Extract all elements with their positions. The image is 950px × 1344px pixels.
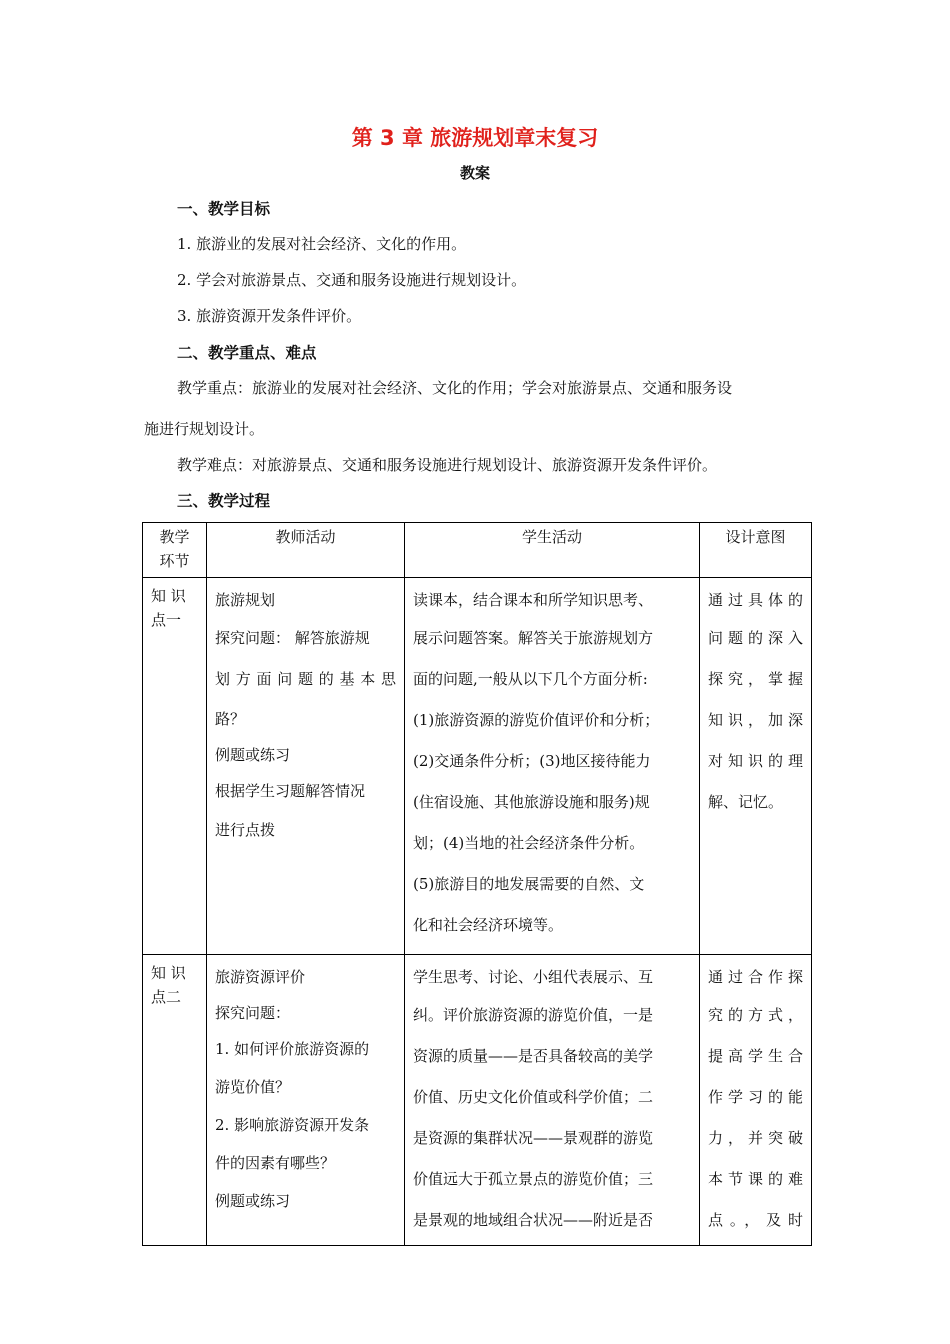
key-point-line: 教学重点：旅游业的发展对社会经济、文化的作用；学会对旅游景点、交通和服务设 — [177, 379, 733, 397]
table-row — [143, 578, 812, 955]
teaching-process-table — [142, 522, 812, 1246]
header-student: 学生活动 — [405, 523, 700, 578]
intent-cell: 通过合作探 究的方式， 提高学生合 作学习的能 力，并突破 本节课的难 点。，及时 — [700, 955, 812, 1246]
goal-item: 1. 旅游业的发展对社会经济、文化的作用。 — [177, 235, 467, 253]
teacher-cell: 旅游规划 探究问题： 解答旅游规 划方面问题的基本思 路？ 例题或练习 根据学生习题解答情况 进行点拨 — [207, 578, 405, 955]
table-header-row — [143, 523, 812, 578]
goals-heading: 一、教学目标 — [177, 200, 271, 218]
goal-item: 2. 学会对旅游景点、交通和服务设施进行规划设计。 — [177, 271, 527, 289]
header-teacher: 教师活动 — [207, 523, 405, 578]
stage-cell: 知 识 点二 — [143, 955, 207, 1246]
table-row — [143, 955, 812, 1246]
goal-item: 3. 旅游资源开发条件评价。 — [177, 307, 362, 325]
difficult-point: 教学难点：对旅游景点、交通和服务设施进行规划设计、旅游资源开发条件评价。 — [177, 456, 718, 474]
key-points-heading: 二、教学重点、难点 — [177, 344, 317, 362]
student-cell: 学生思考、讨论、小组代表展示、互 纠。评价旅游资源的游览价值，一是 资源的质量——是否具备较高的美学 价值、历史文化价值或科学价值；二 是资源的集群状况——景观群的游览 价值远大于孤立景点的游览价值；三 是景观的地域组合状况——附近是否 — [405, 955, 700, 1246]
document-title: 第 3 章 旅游规划章末复习 — [351, 126, 599, 150]
student-cell: 读课本，结合课本和所学知识思考、 展示问题答案。解答关于旅游规划方 面的问题,一般从以下几个方面分析: (1)旅游资源的游览价值评价和分析； (2)交通条件分析；(3)地区接待能力 (住宿设施、其他旅游设施和服务)规 划；(4)当地的社会经济条件分析。 (5)旅游目的地发展需要的自然、文 化和社会经济环境等。 — [405, 578, 700, 955]
intent-cell: 通过具体的 问题的深入 探究，掌握 知识，加深 对知识的理 解、记忆。 — [700, 578, 812, 955]
stage-cell: 知 识 点一 — [143, 578, 207, 955]
process-heading: 三、教学过程 — [177, 492, 271, 510]
header-intent: 设计意图 — [700, 523, 812, 578]
header-stage: 教学 环节 — [143, 523, 207, 578]
teacher-cell: 旅游资源评价 探究问题： 1. 如何评价旅游资源的 游览价值？ 2. 影响旅游资源开发条 件的因素有哪些？ 例题或练习 — [207, 955, 405, 1246]
key-point-line: 施进行规划设计。 — [144, 420, 265, 438]
document-subtitle: 教案 — [459, 164, 490, 182]
